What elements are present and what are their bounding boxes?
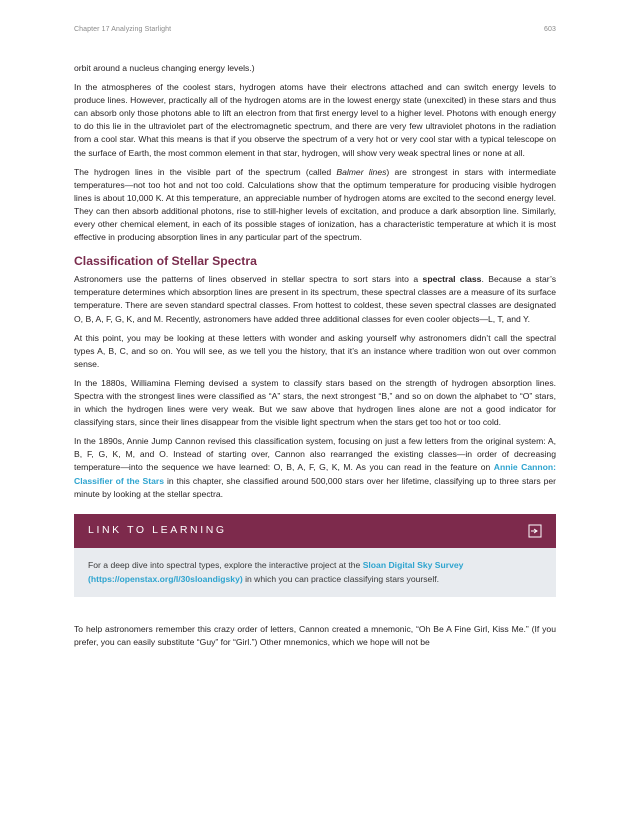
running-head <box>74 26 556 33</box>
page-number: 603 <box>544 26 556 33</box>
annie-cannon-feature-link[interactable]: Annie Cannon: Classifier of the Stars <box>74 462 556 486</box>
paragraph-balmer-lines: The hydrogen lines in the visible part of the spectrum (called Balmer lines) are strongest in stars with intermediate temperatures—not too hot and not too cold. Calculations show that the optimum temperature for producing visible hydrogen lines is about 10,000 K. At this temperature, an appreciable number of hydrogen atoms are excited to the second energy level. They can then absorb additional photons, rise to still-higher levels of excitation, and produce a dark absorption line. Similarly, every other chemical element, in each of its possible stages of ionization, has a characteristic temperature at which it is most effective in producing absorption lines in any particular part of the spectrum. <box>74 166 556 243</box>
chapter-title: Chapter 17 Analyzing Starlight <box>74 26 172 33</box>
paragraph-cannon: In the 1890s, Annie Jump Cannon revised this classification system, focusing on just a few letters from the original system: A, B, F, G, K, M, and O. Instead of starting over, Cannon also rearranged the existing classes—in order of decreasing temperature—into the sequence we have learned: O, B, A, F, G, K, M. As you can read in the feature on Annie Cannon: Classifier of the Stars in this chapter, she classified around 500,000 stars over her lifetime, classifying up to three stars per minute by looking at the stellar spectra. <box>74 436 556 499</box>
paragraph-continuation: orbit around a nucleus changing energy levels.) <box>74 63 255 73</box>
feature-title: LINK TO LEARNING <box>88 524 227 537</box>
paragraph-spectral-class: Astronomers use the patterns of lines observed in stellar spectra to sort stars into a spectral class. Because a star’s temperature determines which absorption lines are present in its spectrum, these spectral classes are a measure of its surface temperature. There are seven standard spectral classes. From hottest to coldest, these seven spectral classes are designated O, B, A, F, G, K, and M. Recently, astronomers have added three additional classes for even cooler objects—L, T, and Y. <box>74 274 556 324</box>
balmer-lines-term: Balmer lines <box>336 166 387 177</box>
spectral-class-term: spectral class <box>422 274 482 285</box>
feature-text: For a deep dive into spectral types, explore the interactive project at the Sloan Digital Sky Survey (https://openstax.org/l/30sloandigsky) in which you can practice classifying stars yourself. <box>88 559 464 584</box>
feature-body <box>74 548 556 597</box>
paragraph-letters: At this point, you may be looking at these letters with wonder and asking yourself why astronomers didn’t call the spectral types A, B, C, and so on. You will see, as we tell you the history, that it’s an instance where tradition won out over common sense. <box>74 332 556 369</box>
paragraph-coolest-stars: In the atmospheres of the coolest stars, hydrogen atoms have their electrons attached and can switch energy levels to produce lines. However, practically all of the hydrogen atoms are in the lowest energy state (unexcited) in these stars and thus can absorb only those photons able to lift an electron from that first energy level to a higher level. Photons with enough energy to do this lie in the ultraviolet part of the electromagnetic spectrum, and there are very few ultraviolet photons in the radiation from a cool star. What this means is that if you observe the spectrum of a very hot or very cool star with a typical telescope on the surface of Earth, the most common element in that star, hydrogen, will show very weak spectral lines or none at all. <box>74 82 556 158</box>
feature-header <box>74 514 556 548</box>
section-heading: Classification of Stellar Spectra <box>74 254 257 269</box>
paragraph-mnemonic: To help astronomers remember this crazy order of letters, Cannon created a mnemonic, “Oh Be A Fine Girl, Kiss Me.” (If you prefer, you can easily substitute “Guy” for “Girl.”) Other mnemonics, which we hope will not be <box>74 623 556 647</box>
link-to-learning-box <box>74 514 556 597</box>
external-link-icon <box>528 524 542 538</box>
body-text <box>74 62 556 655</box>
sloan-survey-link[interactable]: Sloan Digital Sky Survey (https://openstax.org/l/30sloandigsky) <box>88 559 464 584</box>
paragraph-fleming: In the 1880s, Williamina Fleming devised a system to classify stars based on the strength of hydrogen absorption lines. Spectra with the strongest lines were classified as “A” stars, the next strongest “B,” and so on down the alphabet to “O” stars, in which the hydrogen lines were very weak. But we saw above that hydrogen lines alone are not a good indicator for classifying stars, since their lines disappear from the visible light spectrum when the stars get too hot or too cold. <box>74 377 556 428</box>
